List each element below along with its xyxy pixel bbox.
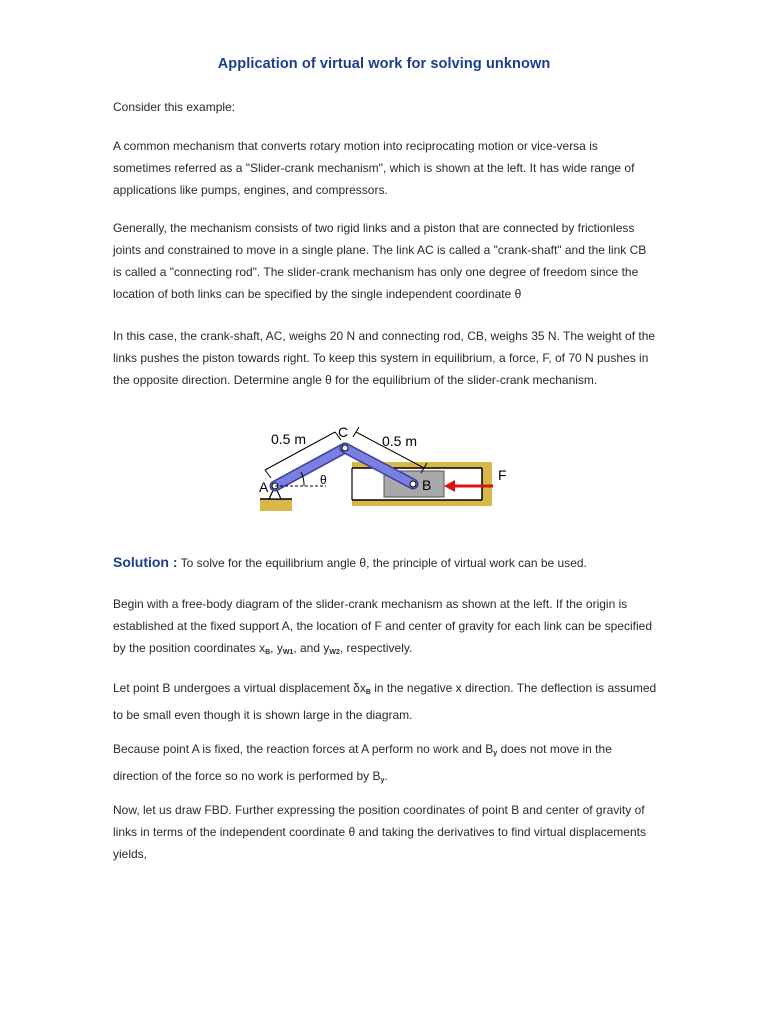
paragraph-7-part-a: Because point A is fixed, the reaction forces at A perform no work and B <box>113 742 494 756</box>
paragraph-5-part-d: , respectively. <box>339 641 413 655</box>
solution-label: Solution : <box>113 554 178 570</box>
paragraph-6-text <box>113 677 658 726</box>
paragraph-6 <box>113 677 658 726</box>
paragraph-1 <box>113 135 658 201</box>
subscript-by-1: y <box>493 750 498 757</box>
paragraph-5-part-c: , and y <box>293 641 330 655</box>
paragraph-8-text: Now, let us draw FBD. Further expressing the position coordinates of point B and center of gravity of links in terms of the independent coordinate θ and taking the derivatives to find virtual displacements yields, <box>113 803 646 861</box>
subscript-xb: B <box>265 649 271 656</box>
label-ac-length: 0.5 m <box>271 431 307 447</box>
guide-bottom <box>352 500 492 506</box>
intro-paragraph <box>113 96 658 118</box>
paragraph-7-part-c: . <box>384 769 388 783</box>
intro-text: Consider this example: <box>113 100 236 114</box>
label-a: A <box>259 479 269 495</box>
force-arrow-head-icon <box>444 480 455 492</box>
solution-text-line <box>113 551 658 574</box>
subscript-delta-xb: B <box>365 689 371 696</box>
subscript-yw2: W2 <box>329 649 340 656</box>
label-theta: θ <box>320 473 327 487</box>
page-title: Application of virtual work for solving unknown <box>217 56 551 72</box>
paragraph-3-text: In this case, the crank-shaft, AC, weighs 20 N and connecting rod, CB, weighs 35 N. The weight of the links pushes the piston towards right. To keep this system in equilibrium, a force, F, of 70 N pushes in the opposite direction. Determine angle θ for the equilibrium of the slider-crank mechanism. <box>113 329 656 387</box>
paragraph-5 <box>113 593 658 664</box>
paragraph-5-part-b: , y <box>270 641 283 655</box>
guide-end <box>482 462 492 506</box>
joint-c <box>342 445 348 451</box>
slider-crank-diagram <box>256 420 526 520</box>
paragraph-2 <box>113 217 658 305</box>
solution-text: To solve for the equilibrium angle θ, the principle of virtual work can be used. <box>177 556 587 570</box>
paragraph-8 <box>113 799 658 865</box>
label-f: F <box>498 467 507 483</box>
paragraph-6-part-a: Let point B undergoes a virtual displacement δx <box>113 681 366 695</box>
label-c: C <box>338 424 349 440</box>
paragraph-6-part-b: in the negative x direction. The deflection is assumed to be small even though it is shown large in the diagram. <box>113 681 657 722</box>
paragraph-3 <box>113 325 658 391</box>
label-b: B <box>422 477 432 493</box>
paragraph-7 <box>113 738 658 792</box>
paragraph-5-text <box>113 593 658 664</box>
paragraph-7-text <box>113 738 658 792</box>
slider-crank-figure <box>256 420 526 520</box>
ground-support-a <box>260 499 292 511</box>
label-cb-length: 0.5 m <box>382 433 418 449</box>
subscript-yw1: W1 <box>282 649 294 656</box>
paragraph-1-text: A common mechanism that converts rotary motion into reciprocating motion or vice-versa is sometimes referred as a "Slider-crank mechanism", which is shown at the left. It has wide range of applications like pumps, engines, and compressors. <box>113 139 635 197</box>
subscript-by-2: y <box>380 777 385 784</box>
paragraph-5-part-a: Begin with a free-body diagram of the slider-crank mechanism as shown at the left. If the origin is established at the fixed support A, the location of F and center of gravity for each link can be specified by the position coordinates x <box>113 597 652 655</box>
solution-paragraph <box>113 551 658 574</box>
paragraph-7-part-b: does not move in the direction of the force so no work is performed by B <box>113 742 612 783</box>
joint-b <box>410 481 416 487</box>
paragraph-2-text: Generally, the mechanism consists of two rigid links and a piston that are connected by frictionless joints and constrained to move in a single plane. The link AC is called a "crank-shaft" and the link CB is called a "connecting rod". The slider-crank mechanism has only one degree of freedom since the location of both links can be specified by the single independent coordinate θ <box>113 221 647 301</box>
